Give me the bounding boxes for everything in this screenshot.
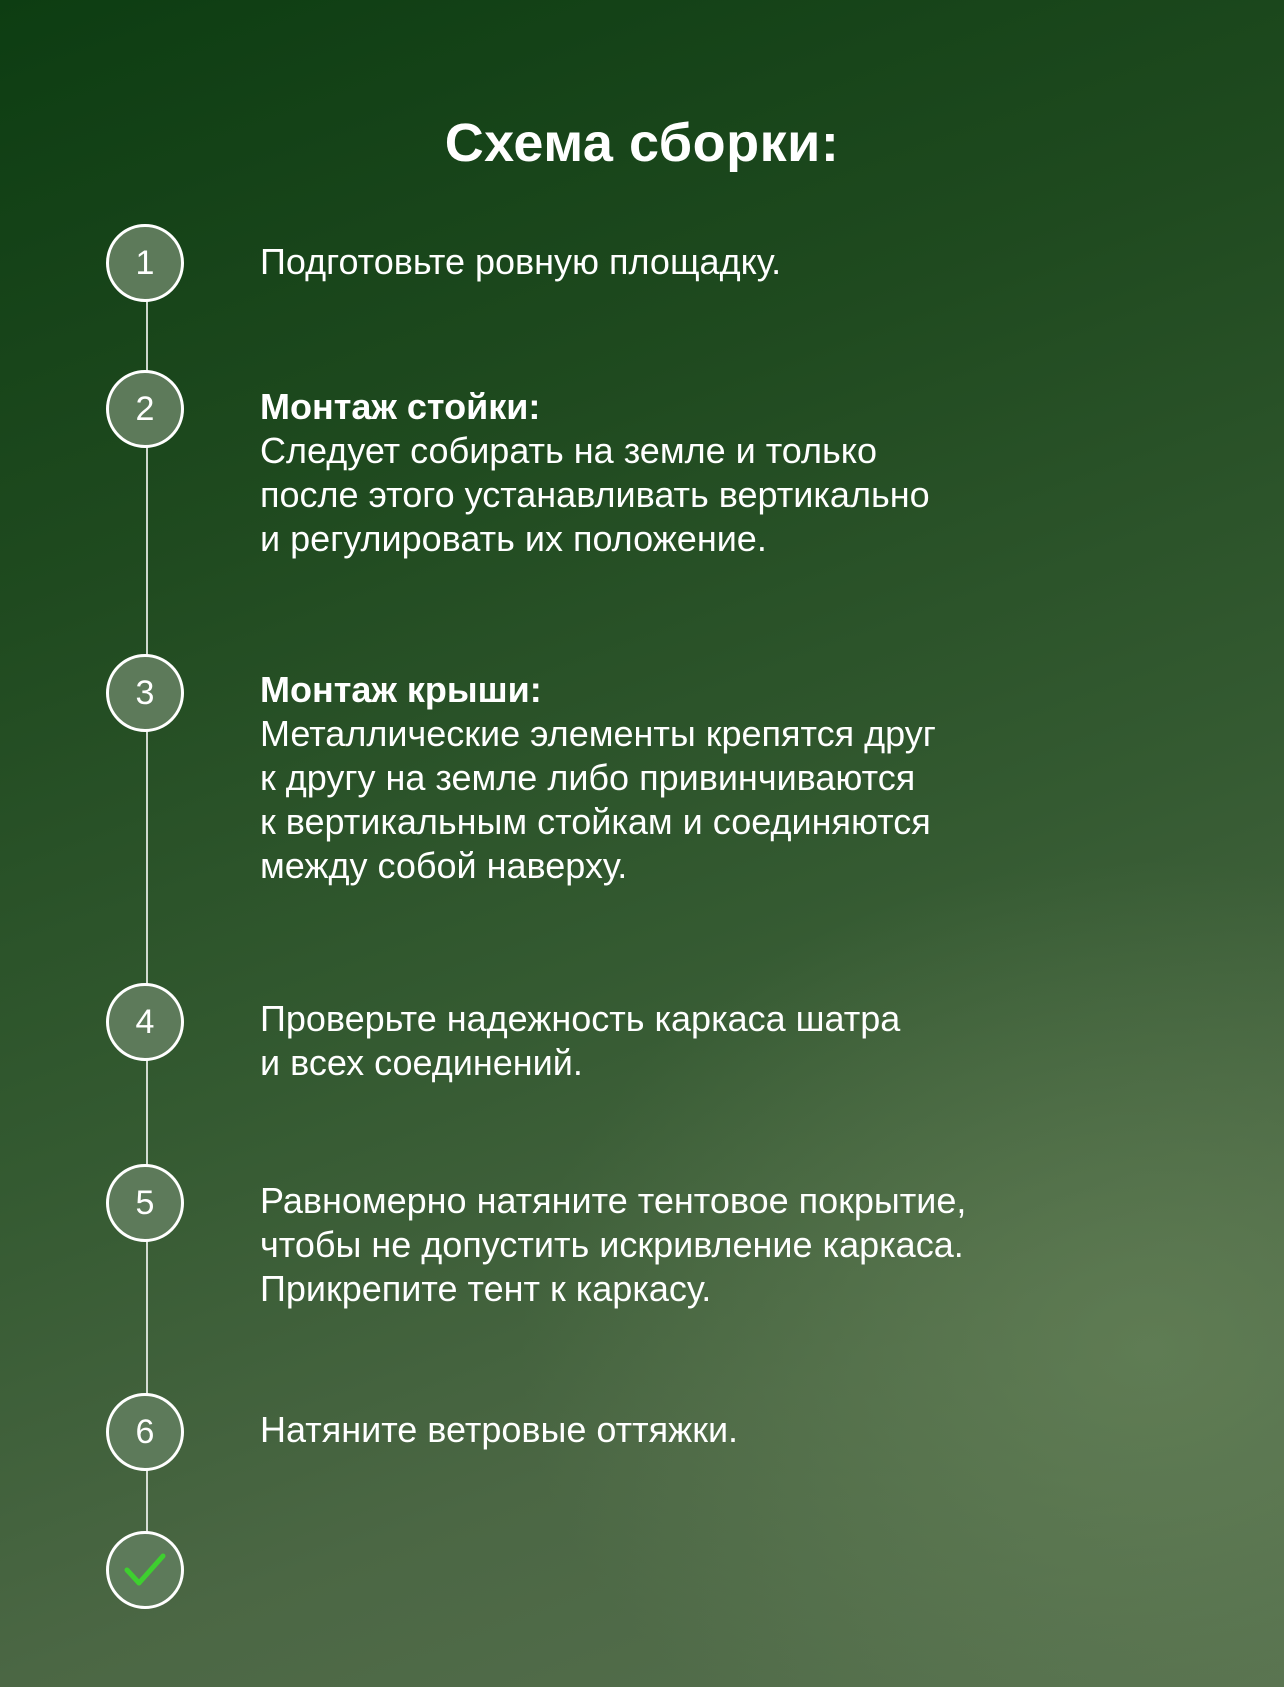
step-2-number-badge: 2	[106, 370, 184, 448]
step-2-line-3: и регулировать их положение.	[260, 518, 767, 559]
step-2-line-2: после этого устанавливать вертикально	[260, 474, 930, 515]
step-3-text	[260, 668, 1220, 888]
step-3-line-4: между собой наверху.	[260, 845, 628, 886]
step-4-text	[260, 997, 1220, 1085]
step-6-text	[260, 1408, 1220, 1452]
checkmark-icon	[122, 1550, 168, 1590]
step-3-line-1: Металлические элементы крепятся друг	[260, 713, 936, 754]
step-1-number-badge: 1	[106, 224, 184, 302]
step-3-number-badge: 3	[106, 654, 184, 732]
step-1-line-1: Подготовьте ровную площадку.	[260, 241, 782, 282]
step-5-text	[260, 1179, 1220, 1311]
step-4-line-1: Проверьте надежность каркаса шатра	[260, 998, 901, 1039]
step-3-line-2: к другу на земле либо привинчиваются	[260, 757, 916, 798]
step-5-line-3: Прикрепите тент к каркасу.	[260, 1268, 712, 1309]
step-1-text	[260, 240, 1220, 284]
step-2-heading: Монтаж стойки:	[260, 386, 541, 427]
timeline-connector-line	[146, 262, 148, 1570]
step-5-number-badge: 5	[106, 1164, 184, 1242]
page-title: Схема сборки:	[444, 113, 840, 174]
step-3-line-3: к вертикальным стойкам и соединяются	[260, 801, 931, 842]
step-6-number-badge: 6	[106, 1393, 184, 1471]
step-2-text	[260, 385, 1220, 561]
step-6-line-1: Натяните ветровые оттяжки.	[260, 1409, 739, 1450]
step-5-line-1: Равномерно натяните тентовое покрытие,	[260, 1180, 967, 1221]
completion-badge	[106, 1531, 184, 1609]
step-2-line-1: Следует собирать на земле и только	[260, 430, 877, 471]
step-4-line-2: и всех соединений.	[260, 1042, 583, 1083]
step-5-line-2: чтобы не допустить искривление каркаса.	[260, 1224, 964, 1265]
step-3-heading: Монтаж крыши:	[260, 669, 542, 710]
step-4-number-badge: 4	[106, 983, 184, 1061]
